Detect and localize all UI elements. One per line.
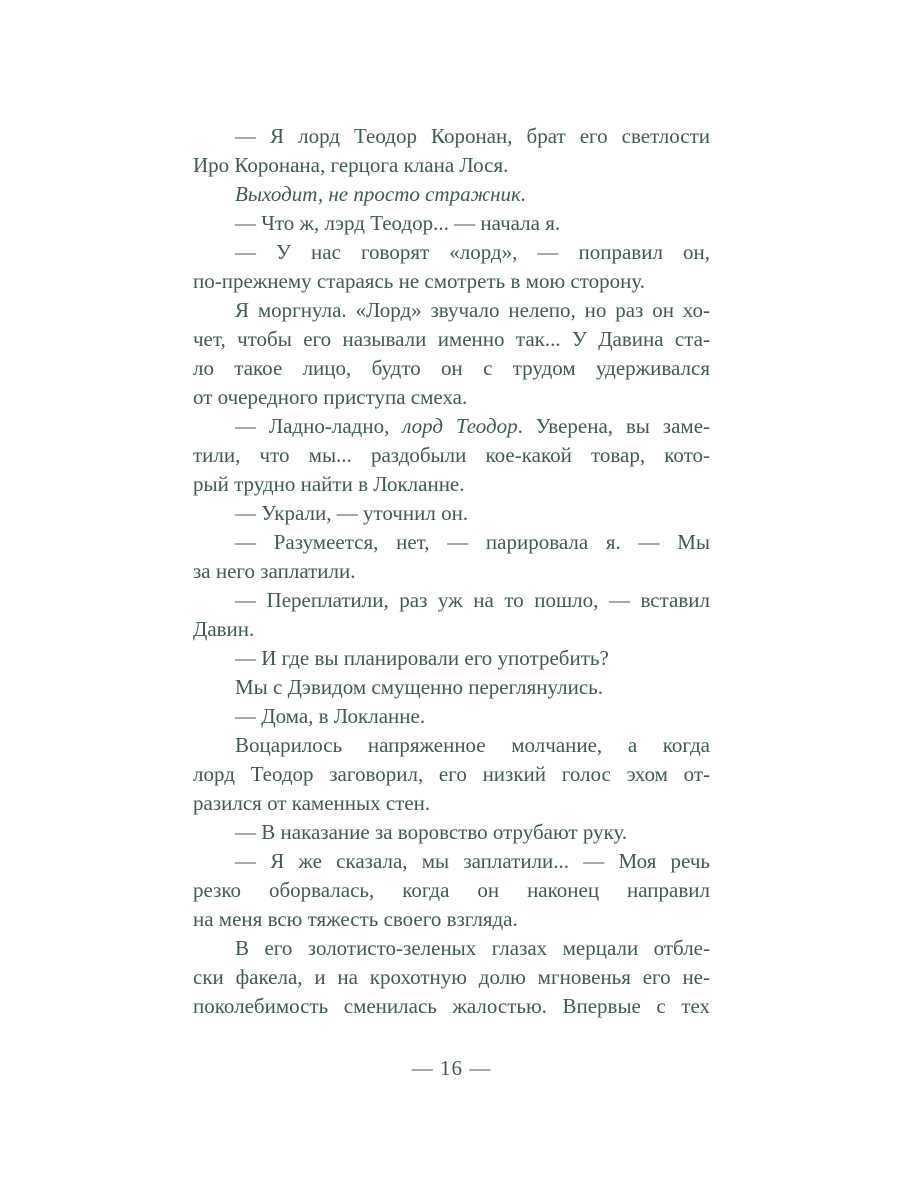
text-line <box>193 702 710 731</box>
text-line <box>193 412 710 441</box>
text-line <box>193 296 710 325</box>
text-line <box>193 325 710 354</box>
paragraph <box>193 528 710 586</box>
paragraph <box>193 847 710 934</box>
paragraph <box>193 586 710 644</box>
text-line <box>193 557 710 586</box>
text-segment: Я моргнула. «Лорд» звучало нелепо, но раз он хо- <box>235 298 710 322</box>
paragraph <box>193 818 710 847</box>
text-line <box>193 992 710 1021</box>
text-line <box>193 470 710 499</box>
page-footer <box>193 1054 710 1083</box>
text-line <box>193 934 710 963</box>
text-line <box>193 354 710 383</box>
text-line <box>193 847 710 876</box>
italic-text-segment: лорд Теодор <box>402 414 518 438</box>
text-segment: рый трудно найти в Локланне. <box>193 472 465 496</box>
text-line <box>193 267 710 296</box>
text-segment: по-прежнему стараясь не смотреть в мою сторону. <box>193 269 646 293</box>
text-segment: — Что ж, лэрд Теодор... — начала я. <box>235 211 561 235</box>
text-segment: на меня всю тяжесть своего взгляда. <box>193 907 518 931</box>
text-line <box>193 528 710 557</box>
paragraph <box>193 644 710 673</box>
text-segment: ски факела, и на крохотную долю мгновенья его не- <box>193 965 710 989</box>
text-line <box>193 876 710 905</box>
text-segment: . Уверена, вы заме- <box>517 414 710 438</box>
paragraph <box>193 731 710 818</box>
page-text-column <box>193 122 710 1021</box>
text-segment: Иро Коронана, герцога клана Лося. <box>193 153 509 177</box>
text-line <box>193 789 710 818</box>
text-line <box>193 673 710 702</box>
text-segment: — У нас говорят «лорд», — поправил он, <box>235 240 710 264</box>
text-line <box>193 209 710 238</box>
page-number: — 16 — <box>411 1056 492 1080</box>
text-segment: В его золотисто-зеленых глазах мерцали отбле- <box>235 936 710 960</box>
text-segment: Выходит, не просто стражник. <box>235 182 527 206</box>
paragraph <box>193 702 710 731</box>
text-line <box>193 644 710 673</box>
text-segment: — Дома, в Локланне. <box>235 704 426 728</box>
text-line <box>193 151 710 180</box>
text-segment: тили, что мы... раздобыли кое-какой товар, кото- <box>193 443 710 467</box>
paragraph <box>193 296 710 412</box>
paragraph <box>193 499 710 528</box>
text-line <box>193 499 710 528</box>
text-line <box>193 238 710 267</box>
text-line <box>193 760 710 789</box>
text-line <box>193 905 710 934</box>
text-line <box>193 963 710 992</box>
text-segment: Воцарилось напряженное молчание, а когда <box>235 733 710 757</box>
paragraph <box>193 412 710 499</box>
text-segment: — Ладно-ладно, <box>235 414 403 438</box>
text-segment: от очередного приступа смеха. <box>193 385 468 409</box>
text-segment: — Я же сказала, мы заплатили... — Моя речь <box>235 849 710 873</box>
text-segment: — И где вы планировали его употребить? <box>235 646 609 670</box>
text-segment: Мы с Дэвидом смущенно переглянулись. <box>235 675 603 699</box>
paragraph <box>193 238 710 296</box>
text-segment: разился от каменных стен. <box>193 791 431 815</box>
paragraph <box>193 180 710 209</box>
paragraph <box>193 209 710 238</box>
text-line <box>193 383 710 412</box>
text-line <box>193 586 710 615</box>
text-line <box>193 731 710 760</box>
text-line <box>193 122 710 151</box>
text-segment: лорд Теодор заговорил, его низкий голос эхом от- <box>193 762 710 786</box>
text-segment: — Разумеется, нет, — парировала я. — Мы <box>235 530 710 554</box>
paragraph <box>193 122 710 180</box>
text-segment: — Я лорд Теодор Коронан, брат его светлости <box>235 124 710 148</box>
text-segment: — Переплатили, раз уж на то пошло, — вставил <box>235 588 710 612</box>
text-line <box>193 441 710 470</box>
text-segment: поколебимость сменилась жалостью. Впервые с тех <box>193 994 710 1018</box>
paragraph <box>193 934 710 1021</box>
text-line <box>193 615 710 644</box>
paragraph <box>193 673 710 702</box>
text-segment: резко оборвалась, когда он наконец направил <box>193 878 710 902</box>
text-segment: чет, чтобы его называли именно так... У Давина ста- <box>193 327 710 351</box>
text-segment: ло такое лицо, будто он с трудом удерживался <box>193 356 710 380</box>
text-segment: — Украли, — уточнил он. <box>235 501 469 525</box>
text-segment: Давин. <box>193 617 255 641</box>
text-segment: за него заплатили. <box>193 559 356 583</box>
text-line <box>193 818 710 847</box>
text-segment: — В наказание за воровство отрубают руку. <box>235 820 628 844</box>
text-line <box>193 180 710 209</box>
